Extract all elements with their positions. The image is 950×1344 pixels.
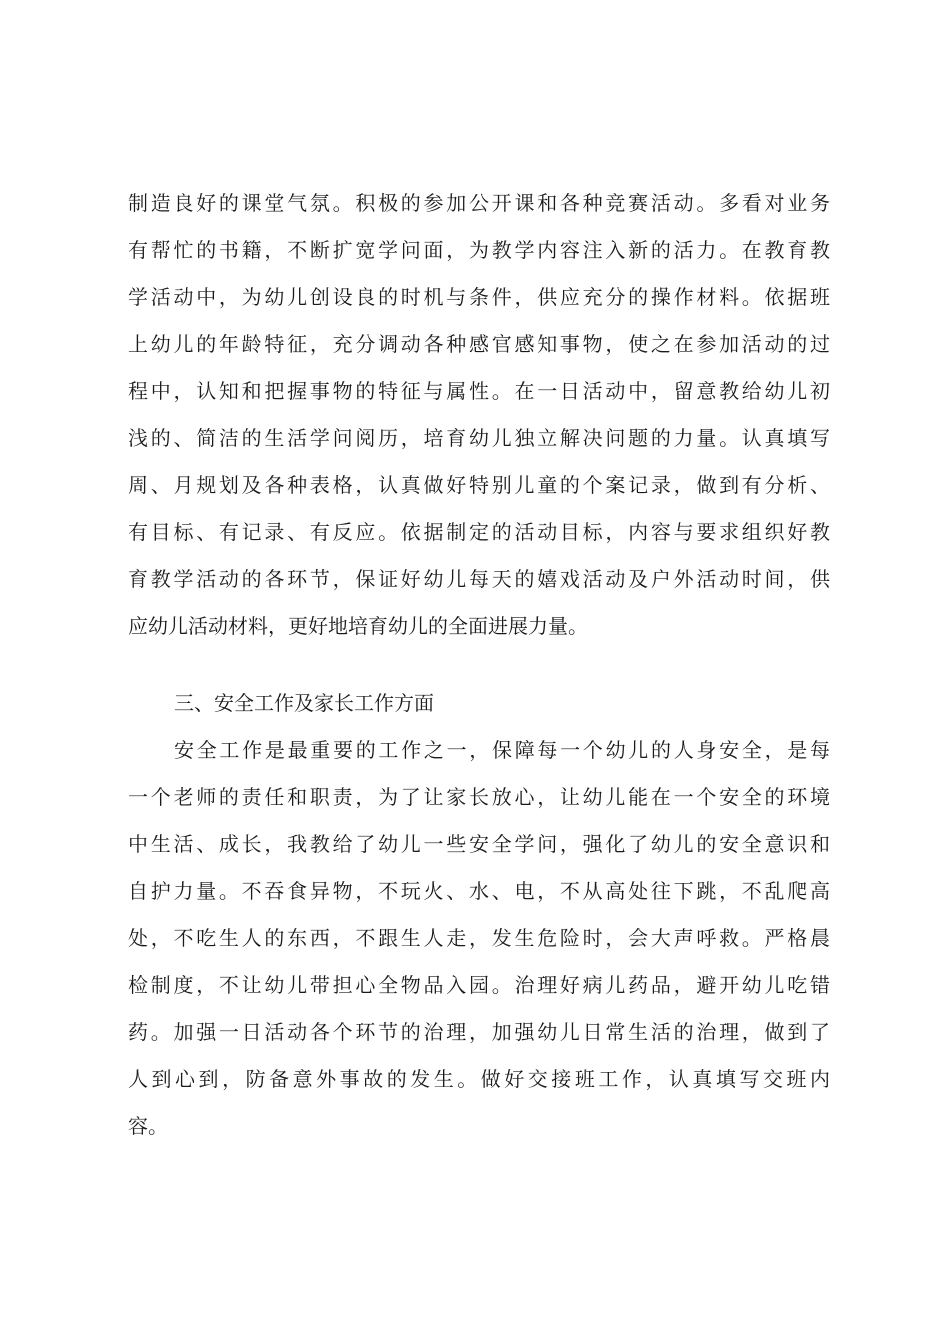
paragraph-line: 中生活、成长，我教给了幼儿一些安全学问，强化了幼儿的安全意识和: [128, 832, 830, 856]
paragraph-line: 自护力量。不吞食异物，不玩火、水、电，不从高处往下跳，不乱爬高: [128, 879, 830, 903]
paragraph-line: 药。加强一日活动各个环节的治理，加强幼儿日常生活的治理，做到了: [128, 1020, 830, 1044]
paragraph-line: 人到心到，防备意外事故的发生。做好交接班工作，认真填写交班内: [128, 1067, 830, 1091]
paragraph-line: 处，不吃生人的东西，不跟生人走，发生危险时，会大声呼救。严格晨: [128, 926, 830, 950]
paragraph-line: 学活动中，为幼儿创设良的时机与条件，供应充分的操作材料。依据班: [128, 285, 830, 309]
paragraph-line: 容。: [128, 1114, 168, 1138]
paragraph-line: 周、月规划及各种表格，认真做好特别儿童的个案记录，做到有分析、: [128, 473, 830, 497]
paragraph-line: 育教学活动的各环节，保证好幼儿每天的嬉戏活动及户外活动时间，供: [128, 567, 830, 591]
section-heading: [128, 680, 830, 727]
paragraph-teaching: [128, 180, 830, 650]
paragraph-line: 有帮忙的书籍，不断扩宽学问面，为教学内容注入新的活力。在教育教: [128, 238, 830, 262]
paragraph-safety: [128, 727, 830, 1150]
paragraph-line: 有目标、有记录、有反应。依据制定的活动目标，内容与要求组织好教: [128, 520, 830, 544]
paragraph-line: 一个老师的责任和职责，为了让家长放心，让幼儿能在一个安全的环境: [128, 785, 830, 809]
paragraph-line: 浅的、简洁的生活学问阅历，培育幼儿独立解决问题的力量。认真填写: [128, 426, 830, 450]
paragraph-line: 安全工作是最重要的工作之一，保障每一个幼儿的人身安全，是每: [174, 738, 830, 762]
paragraph-line: 制造良好的课堂气氛。积极的参加公开课和各种竞赛活动。多看对业务: [128, 191, 830, 215]
paragraph-line: 检制度，不让幼儿带担心全物品入园。治理好病儿药品，避开幼儿吃错: [128, 973, 830, 997]
paragraph-line: 上幼儿的年龄特征，充分调动各种感官感知事物，使之在参加活动的过: [128, 332, 830, 356]
paragraph-line: 程中，认知和把握事物的特征与属性。在一日活动中，留意教给幼儿初: [128, 379, 830, 403]
paragraph-line: 应幼儿活动材料，更好地培育幼儿的全面进展力量。: [128, 614, 588, 638]
section-heading-text: 三、安全工作及家长工作方面: [174, 691, 434, 715]
